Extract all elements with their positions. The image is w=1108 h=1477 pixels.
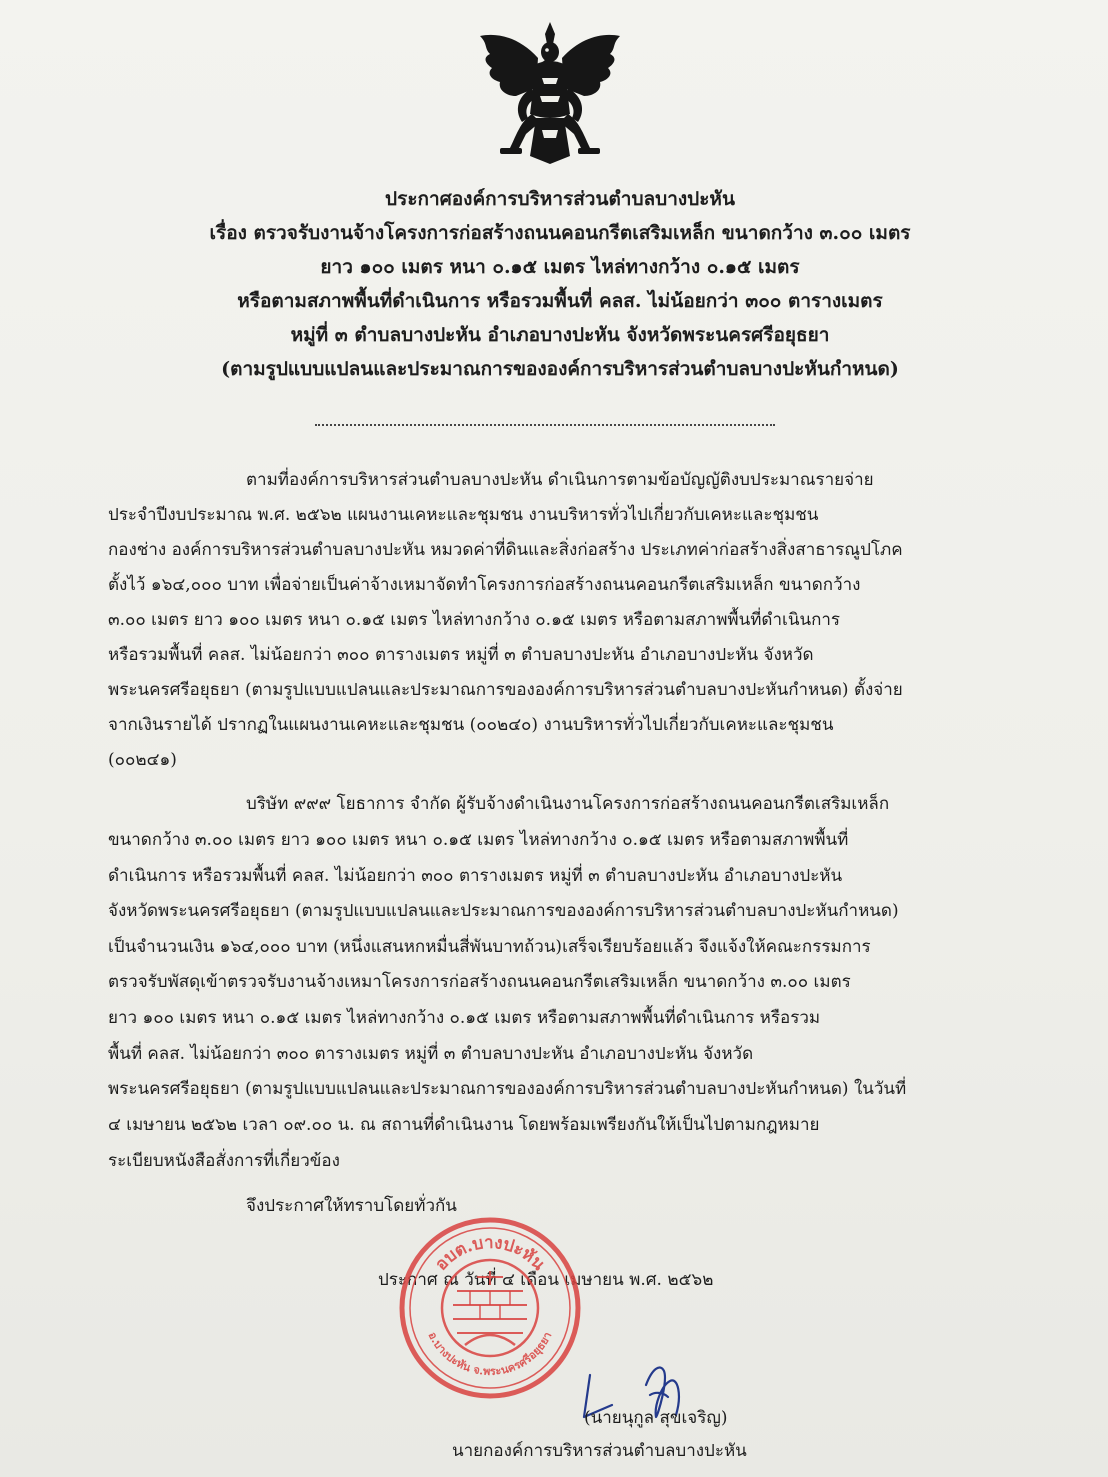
body-line: ขนาดกว้าง ๓.๐๐ เมตร ยาว ๑๐๐ เมตร หนา ๐.๑๕ เมตร ไหล่ทางกว้าง ๐.๑๕ เมตร หรือตามสภาพพื้นที่: [108, 830, 849, 850]
dotted-divider: [315, 424, 775, 426]
body-line: (๐๐๒๔๑): [108, 750, 177, 770]
body-line: ตรวจรับพัสดุเข้าตรวจรับงานจ้างเหมาโครงการก่อสร้างถนนคอนกรีตเสริมเหล็ก ขนาดกว้าง ๓.๐๐ เมตร: [108, 972, 851, 992]
announcement-date: ประกาศ ณ วันที่ ๔ เดือน เมษายน พ.ศ. ๒๕๖๒: [378, 1270, 714, 1290]
body-line: ตามที่องค์การบริหารส่วนตำบลบางปะหัน ดำเนินการตามข้อบัญญัติงบประมาณรายจ่าย: [246, 470, 874, 490]
body-line: จังหวัดพระนครศรีอยุธยา (ตามรูปแบบแปลนและประมาณการขององค์การบริหารส่วนตำบลบางปะหันกำหนด): [108, 901, 899, 921]
body-line: ตั้งไว้ ๑๖๔,๐๐๐ บาท เพื่อจ่ายเป็นค่าจ้างเหมาจัดทำโครงการก่อสร้างถนนคอนกรีตเสริมเหล็ก ขนาดกว้าง: [108, 575, 861, 595]
title-line: ประกาศองค์การบริหารส่วนตำบลบางปะหัน: [385, 188, 735, 210]
signer-title: นายกองค์การบริหารส่วนตำบลบางปะหัน: [452, 1441, 747, 1461]
body-line: ระเบียบหนังสือสั่งการที่เกี่ยวข้อง: [108, 1151, 340, 1171]
subject-line: เรื่อง ตรวจรับงานจ้างโครงการก่อสร้างถนนคอนกรีตเสริมเหล็ก ขนาดกว้าง ๓.๐๐ เมตร: [209, 222, 911, 244]
body-line: หรือรวมพื้นที่ คลส. ไม่น้อยกว่า ๓๐๐ ตารางเมตร หมู่ที่ ๓ ตำบลบางปะหัน อำเภอบางปะหัน จังหวัด: [108, 645, 814, 665]
announcement-title: [120, 182, 1000, 386]
body-line: เป็นจำนวนเงิน ๑๖๔,๐๐๐ บาท (หนึ่งแสนหกหมื่นสี่พันบาทถ้วน)เสร็จเรียบร้อยแล้ว จึงแจ้งให้คณะกรรมการ: [108, 937, 871, 957]
body-line: ๓.๐๐ เมตร ยาว ๑๐๐ เมตร หนา ๐.๑๕ เมตร ไหล่ทางกว้าง ๐.๑๕ เมตร หรือตามสภาพพื้นที่ดำเนินการ: [108, 610, 841, 630]
seal-top-text: อบต.บางปะหัน: [431, 1232, 549, 1275]
body-line: ยาว ๑๐๐ เมตร หนา ๐.๑๕ เมตร ไหล่ทางกว้าง ๐.๑๕ เมตร หรือตามสภาพพื้นที่ดำเนินการ หรือรวม: [108, 1008, 821, 1028]
subject-line: หรือตามสภาพพื้นที่ดำเนินการ หรือรวมพื้นที่ คลส. ไม่น้อยกว่า ๓๐๐ ตารางเมตร: [237, 290, 883, 312]
body-line: ประจำปีงบประมาณ พ.ศ. ๒๕๖๒ แผนงานเคหะและชุมชน งานบริหารทั่วไปเกี่ยวกับเคหะและชุมชน: [108, 505, 819, 525]
subject-line: ยาว ๑๐๐ เมตร หนา ๐.๑๕ เมตร ไหล่ทางกว้าง ๐.๑๕ เมตร: [320, 256, 800, 278]
body-line: จากเงินรายได้ ปรากฏในแผนงานเคหะและชุมชน (๐๐๒๔๐) งานบริหารทั่วไปเกี่ยวกับเคหะและชุมชน: [108, 715, 834, 735]
body-line: พื้นที่ คลส. ไม่น้อยกว่า ๓๐๐ ตารางเมตร หมู่ที่ ๓ ตำบลบางปะหัน อำเภอบางปะหัน จังหวัด: [108, 1044, 754, 1064]
garuda-emblem-icon: [470, 18, 630, 168]
body-line: พระนครศรีอยุธยา (ตามรูปแบบแปลนและประมาณการขององค์การบริหารส่วนตำบลบางปะหันกำหนด) ในวันที่: [108, 1079, 907, 1099]
signer-name: (นายนุกูล สุขเจริญ): [584, 1408, 728, 1428]
body-line: กองช่าง องค์การบริหารส่วนตำบลบางปะหัน หมวดค่าที่ดินและสิ่งก่อสร้าง ประเภทค่าก่อสร้างสิ่งสาธารณูปโภค: [108, 540, 903, 560]
body-line: ดำเนินการ หรือรวมพื้นที่ คลส. ไม่น้อยกว่า ๓๐๐ ตารางเมตร หมู่ที่ ๓ ตำบลบางปะหัน อำเภอบางปะหัน: [108, 866, 843, 886]
subject-line: (ตามรูปแบบแปลนและประมาณการขององค์การบริหารส่วนตำบลบางปะหันกำหนด): [221, 358, 899, 380]
body-line: บริษัท ๙๙๙ โยธาการ จำกัด ผู้รับจ้างดำเนินงานโครงการก่อสร้างถนนคอนกรีตเสริมเหล็ก: [246, 794, 890, 814]
seal-bottom-text: อ.บางปะหัน จ.พระนครศรีอยุธยา: [425, 1329, 555, 1379]
official-seal-icon: [395, 1213, 585, 1403]
body-line: พระนครศรีอยุธยา (ตามรูปแบบแปลนและประมาณการขององค์การบริหารส่วนตำบลบางปะหันกำหนด) ตั้งจ่าย: [108, 680, 903, 700]
body-line: ๔ เมษายน ๒๕๖๒ เวลา ๐๙.๐๐ น. ณ สถานที่ดำเนินงาน โดยพร้อมเพรียงกันให้เป็นไปตามกฎหมาย: [108, 1115, 820, 1135]
subject-line: หมู่ที่ ๓ ตำบลบางปะหัน อำเภอบางปะหัน จังหวัดพระนครศรีอยุธยา: [290, 324, 830, 346]
closing-statement: จึงประกาศให้ทราบโดยทั่วกัน: [246, 1196, 457, 1216]
